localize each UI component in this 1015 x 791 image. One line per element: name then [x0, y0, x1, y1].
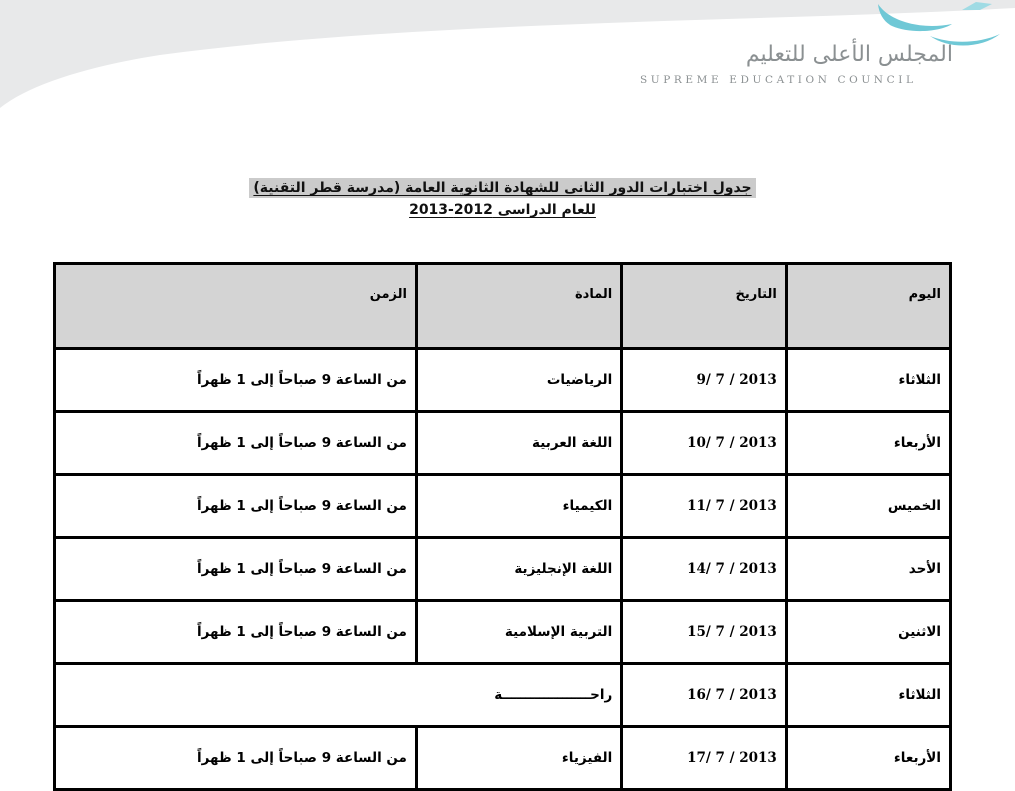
cell-date	[622, 349, 787, 412]
table-row	[55, 727, 951, 790]
cell-time: من الساعة 9 صباحاً إلى 1 ظهراً	[55, 727, 417, 790]
table-row	[55, 412, 951, 475]
document-title	[0, 178, 1005, 219]
cell-subject: اللغة الإنجليزية	[416, 538, 621, 601]
date-text: 11/ 7 / 2013	[687, 498, 777, 514]
rest-day-label: راحـــــــــــــــــــة	[494, 687, 613, 703]
table-row	[55, 538, 951, 601]
header-subject: المادة	[416, 264, 621, 349]
date-text: 14/ 7 / 2013	[687, 561, 777, 577]
table-row	[55, 664, 951, 727]
exam-schedule-table	[53, 262, 952, 791]
cell-time: من الساعة 9 صباحاً إلى 1 ظهراً	[55, 412, 417, 475]
cell-subject: اللغة العربية	[416, 412, 621, 475]
cell-time: من الساعة 9 صباحاً إلى 1 ظهراً	[55, 601, 417, 664]
header-date: التاريخ	[622, 264, 787, 349]
cell-day: الأحد	[786, 538, 950, 601]
date-text: 10/ 7 / 2013	[687, 435, 777, 451]
cell-date	[622, 601, 787, 664]
cell-rest-day	[55, 664, 622, 727]
council-name-english: SUPREME EDUCATION COUNCIL	[640, 74, 917, 86]
table-row	[55, 601, 951, 664]
cell-date	[622, 664, 787, 727]
cell-day: الثلاثاء	[786, 664, 950, 727]
cell-subject: التربية الإسلامية	[416, 601, 621, 664]
date-text: 16/ 7 / 2013	[687, 687, 777, 703]
cell-time: من الساعة 9 صباحاً إلى 1 ظهراً	[55, 475, 417, 538]
date-text: 17/ 7 / 2013	[687, 750, 777, 766]
cell-subject: الكيمياء	[416, 475, 621, 538]
cell-day: الاثنين	[786, 601, 950, 664]
header-time: الزمن	[55, 264, 417, 349]
title-line-1: جدول اختبارات الدور الثانى للشهادة الثانوية العامة (مدرسة قطر التقنية)	[249, 178, 755, 198]
cell-date	[622, 475, 787, 538]
cell-date	[622, 538, 787, 601]
cell-time: من الساعة 9 صباحاً إلى 1 ظهراً	[55, 349, 417, 412]
cell-day: الأربعاء	[786, 412, 950, 475]
cell-subject: الفيزياء	[416, 727, 621, 790]
cell-subject: الرياضيات	[416, 349, 621, 412]
table-row	[55, 349, 951, 412]
cell-date	[622, 412, 787, 475]
cell-day: الثلاثاء	[786, 349, 950, 412]
header-day: اليوم	[786, 264, 950, 349]
cell-day: الخميس	[786, 475, 950, 538]
cell-date	[622, 727, 787, 790]
table-header-row	[55, 264, 951, 349]
cell-time: من الساعة 9 صباحاً إلى 1 ظهراً	[55, 538, 417, 601]
date-text: 15/ 7 / 2013	[687, 624, 777, 640]
title-line-2: للعام الدراسى 2012-2013	[409, 202, 596, 218]
table-row	[55, 475, 951, 538]
cell-day: الأربعاء	[786, 727, 950, 790]
date-text: 9/ 7 / 2013	[696, 372, 777, 388]
council-name-arabic: المجلس الأعلى للتعليم	[745, 42, 953, 67]
